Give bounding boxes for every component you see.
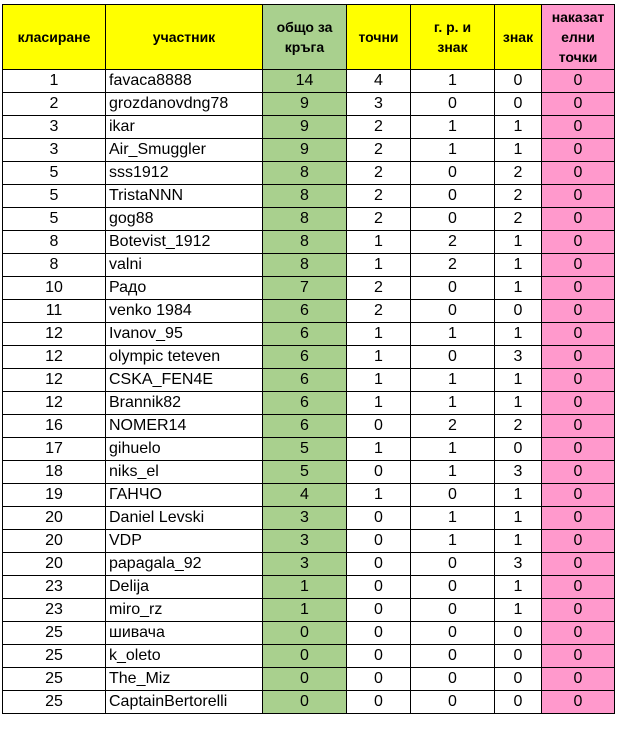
table-row xyxy=(3,438,615,461)
goal-diff-sign-cell: 2 xyxy=(411,415,495,438)
penalty-cell: 0 xyxy=(542,162,615,185)
points-cell: 1 xyxy=(347,484,411,507)
table-row xyxy=(3,599,615,622)
standings-sheet xyxy=(2,4,614,714)
table-row xyxy=(3,254,615,277)
table-row xyxy=(3,139,615,162)
points-cell: 2 xyxy=(347,162,411,185)
goal-diff-sign-cell: 0 xyxy=(411,599,495,622)
rank-cell: 20 xyxy=(3,553,106,576)
penalty-cell: 0 xyxy=(542,392,615,415)
sign-cell: 1 xyxy=(495,507,542,530)
points-cell: 1 xyxy=(347,231,411,254)
sign-cell: 1 xyxy=(495,277,542,300)
participant-cell: CaptainBertorelli xyxy=(106,691,263,714)
sign-cell: 3 xyxy=(495,553,542,576)
sign-cell: 1 xyxy=(495,323,542,346)
table-row xyxy=(3,300,615,323)
goal-diff-sign-cell: 2 xyxy=(411,231,495,254)
sign-cell: 0 xyxy=(495,300,542,323)
goal-diff-sign-cell: 1 xyxy=(411,70,495,93)
participant-cell: TristaNNN xyxy=(106,185,263,208)
table-row xyxy=(3,116,615,139)
penalty-cell: 0 xyxy=(542,622,615,645)
goal-diff-sign-cell: 1 xyxy=(411,369,495,392)
table-row xyxy=(3,415,615,438)
round-total-cell: 0 xyxy=(263,645,347,668)
goal-diff-sign-cell: 0 xyxy=(411,691,495,714)
round-total-cell: 6 xyxy=(263,300,347,323)
goal-diff-sign-cell: 0 xyxy=(411,277,495,300)
penalty-cell: 0 xyxy=(542,93,615,116)
penalty-cell: 0 xyxy=(542,668,615,691)
goal-diff-sign-cell: 1 xyxy=(411,461,495,484)
round-total-cell: 8 xyxy=(263,162,347,185)
header-round-total: общо за кръга xyxy=(263,5,347,70)
participant-cell: ГАНЧО xyxy=(106,484,263,507)
penalty-cell: 0 xyxy=(542,599,615,622)
round-total-cell: 8 xyxy=(263,185,347,208)
goal-diff-sign-cell: 0 xyxy=(411,668,495,691)
round-total-cell: 6 xyxy=(263,392,347,415)
points-cell: 0 xyxy=(347,530,411,553)
sign-cell: 1 xyxy=(495,369,542,392)
points-cell: 0 xyxy=(347,645,411,668)
points-cell: 0 xyxy=(347,461,411,484)
round-total-cell: 3 xyxy=(263,507,347,530)
table-row xyxy=(3,668,615,691)
penalty-cell: 0 xyxy=(542,70,615,93)
participant-cell: Brannik82 xyxy=(106,392,263,415)
participant-cell: k_oleto xyxy=(106,645,263,668)
penalty-cell: 0 xyxy=(542,185,615,208)
participant-cell: Ivanov_95 xyxy=(106,323,263,346)
round-total-cell: 1 xyxy=(263,599,347,622)
goal-diff-sign-cell: 0 xyxy=(411,484,495,507)
rank-cell: 18 xyxy=(3,461,106,484)
round-total-cell: 0 xyxy=(263,622,347,645)
sign-cell: 1 xyxy=(495,254,542,277)
sign-cell: 0 xyxy=(495,438,542,461)
points-cell: 2 xyxy=(347,116,411,139)
penalty-cell: 0 xyxy=(542,369,615,392)
table-row xyxy=(3,576,615,599)
points-cell: 2 xyxy=(347,277,411,300)
round-total-cell: 0 xyxy=(263,691,347,714)
points-cell: 0 xyxy=(347,691,411,714)
sign-cell: 2 xyxy=(495,185,542,208)
table-row xyxy=(3,185,615,208)
rank-cell: 16 xyxy=(3,415,106,438)
penalty-cell: 0 xyxy=(542,300,615,323)
round-total-cell: 9 xyxy=(263,93,347,116)
rank-cell: 20 xyxy=(3,507,106,530)
penalty-cell: 0 xyxy=(542,645,615,668)
participant-cell: gog88 xyxy=(106,208,263,231)
round-total-cell: 5 xyxy=(263,461,347,484)
penalty-cell: 0 xyxy=(542,231,615,254)
rank-cell: 25 xyxy=(3,691,106,714)
penalty-cell: 0 xyxy=(542,139,615,162)
participant-cell: miro_rz xyxy=(106,599,263,622)
participant-cell: шивача xyxy=(106,622,263,645)
round-total-cell: 3 xyxy=(263,553,347,576)
round-total-cell: 7 xyxy=(263,277,347,300)
participant-cell: olympic teteven xyxy=(106,346,263,369)
participant-cell: ikar xyxy=(106,116,263,139)
round-total-cell: 6 xyxy=(263,369,347,392)
rank-cell: 23 xyxy=(3,576,106,599)
rank-cell: 12 xyxy=(3,346,106,369)
penalty-cell: 0 xyxy=(542,691,615,714)
round-total-cell: 8 xyxy=(263,208,347,231)
table-row xyxy=(3,392,615,415)
header-row xyxy=(3,5,615,70)
goal-diff-sign-cell: 0 xyxy=(411,93,495,116)
participant-cell: niks_el xyxy=(106,461,263,484)
header-participant: участник xyxy=(106,5,263,70)
header-sign: знак xyxy=(495,5,542,70)
table-row xyxy=(3,231,615,254)
goal-diff-sign-cell: 0 xyxy=(411,185,495,208)
table-row xyxy=(3,484,615,507)
penalty-cell: 0 xyxy=(542,461,615,484)
participant-cell: papagala_92 xyxy=(106,553,263,576)
table-row xyxy=(3,691,615,714)
table-row xyxy=(3,553,615,576)
goal-diff-sign-cell: 0 xyxy=(411,300,495,323)
round-total-cell: 6 xyxy=(263,323,347,346)
participant-cell: Botevist_1912 xyxy=(106,231,263,254)
penalty-cell: 0 xyxy=(542,484,615,507)
sign-cell: 0 xyxy=(495,645,542,668)
sign-cell: 3 xyxy=(495,346,542,369)
sign-cell: 1 xyxy=(495,139,542,162)
points-cell: 1 xyxy=(347,346,411,369)
rank-cell: 17 xyxy=(3,438,106,461)
points-cell: 1 xyxy=(347,369,411,392)
rank-cell: 19 xyxy=(3,484,106,507)
rank-cell: 10 xyxy=(3,277,106,300)
goal-diff-sign-cell: 1 xyxy=(411,438,495,461)
sign-cell: 0 xyxy=(495,691,542,714)
penalty-cell: 0 xyxy=(542,530,615,553)
table-row xyxy=(3,323,615,346)
goal-diff-sign-cell: 1 xyxy=(411,323,495,346)
points-cell: 2 xyxy=(347,185,411,208)
header-points: точни xyxy=(347,5,411,70)
penalty-cell: 0 xyxy=(542,208,615,231)
participant-cell: grozdanovdng78 xyxy=(106,93,263,116)
participant-cell: The_Miz xyxy=(106,668,263,691)
points-cell: 1 xyxy=(347,323,411,346)
table-row xyxy=(3,461,615,484)
round-total-cell: 14 xyxy=(263,70,347,93)
rank-cell: 1 xyxy=(3,70,106,93)
penalty-cell: 0 xyxy=(542,576,615,599)
penalty-cell: 0 xyxy=(542,553,615,576)
participant-cell: CSKA_FEN4E xyxy=(106,369,263,392)
points-cell: 2 xyxy=(347,300,411,323)
rank-cell: 3 xyxy=(3,139,106,162)
round-total-cell: 6 xyxy=(263,346,347,369)
goal-diff-sign-cell: 0 xyxy=(411,622,495,645)
standings-table xyxy=(2,4,615,714)
round-total-cell: 3 xyxy=(263,530,347,553)
table-row xyxy=(3,93,615,116)
rank-cell: 2 xyxy=(3,93,106,116)
goal-diff-sign-cell: 2 xyxy=(411,254,495,277)
sign-cell: 1 xyxy=(495,231,542,254)
penalty-cell: 0 xyxy=(542,415,615,438)
points-cell: 0 xyxy=(347,553,411,576)
table-row xyxy=(3,369,615,392)
goal-diff-sign-cell: 0 xyxy=(411,576,495,599)
round-total-cell: 4 xyxy=(263,484,347,507)
points-cell: 4 xyxy=(347,70,411,93)
penalty-cell: 0 xyxy=(542,277,615,300)
table-row xyxy=(3,277,615,300)
goal-diff-sign-cell: 1 xyxy=(411,116,495,139)
penalty-cell: 0 xyxy=(542,116,615,139)
penalty-cell: 0 xyxy=(542,438,615,461)
participant-cell: favaca8888 xyxy=(106,70,263,93)
penalty-cell: 0 xyxy=(542,254,615,277)
table-row xyxy=(3,507,615,530)
sign-cell: 0 xyxy=(495,622,542,645)
points-cell: 0 xyxy=(347,576,411,599)
rank-cell: 25 xyxy=(3,645,106,668)
participant-cell: Delija xyxy=(106,576,263,599)
rank-cell: 12 xyxy=(3,323,106,346)
points-cell: 0 xyxy=(347,622,411,645)
table-row xyxy=(3,346,615,369)
penalty-cell: 0 xyxy=(542,507,615,530)
participant-cell: VDP xyxy=(106,530,263,553)
rank-cell: 5 xyxy=(3,162,106,185)
round-total-cell: 9 xyxy=(263,139,347,162)
sign-cell: 1 xyxy=(495,530,542,553)
round-total-cell: 6 xyxy=(263,415,347,438)
participant-cell: valni xyxy=(106,254,263,277)
goal-diff-sign-cell: 1 xyxy=(411,507,495,530)
sign-cell: 2 xyxy=(495,208,542,231)
rank-cell: 25 xyxy=(3,622,106,645)
header-goal-diff-and-sign: г. р. и знак xyxy=(411,5,495,70)
sign-cell: 0 xyxy=(495,93,542,116)
header-penalty-points: наказат елни точки xyxy=(542,5,615,70)
sign-cell: 1 xyxy=(495,116,542,139)
rank-cell: 3 xyxy=(3,116,106,139)
participant-cell: sss1912 xyxy=(106,162,263,185)
participant-cell: Air_Smuggler xyxy=(106,139,263,162)
table-row xyxy=(3,208,615,231)
rank-cell: 20 xyxy=(3,530,106,553)
points-cell: 1 xyxy=(347,392,411,415)
points-cell: 3 xyxy=(347,93,411,116)
points-cell: 2 xyxy=(347,208,411,231)
sign-cell: 1 xyxy=(495,576,542,599)
goal-diff-sign-cell: 0 xyxy=(411,162,495,185)
table-row xyxy=(3,70,615,93)
goal-diff-sign-cell: 0 xyxy=(411,346,495,369)
penalty-cell: 0 xyxy=(542,346,615,369)
points-cell: 1 xyxy=(347,438,411,461)
points-cell: 0 xyxy=(347,599,411,622)
goal-diff-sign-cell: 1 xyxy=(411,530,495,553)
points-cell: 0 xyxy=(347,415,411,438)
sign-cell: 2 xyxy=(495,415,542,438)
sign-cell: 3 xyxy=(495,461,542,484)
participant-cell: venko 1984 xyxy=(106,300,263,323)
table-row xyxy=(3,622,615,645)
round-total-cell: 9 xyxy=(263,116,347,139)
round-total-cell: 8 xyxy=(263,254,347,277)
participant-cell: gihuelo xyxy=(106,438,263,461)
rank-cell: 12 xyxy=(3,392,106,415)
participant-cell: NOMER14 xyxy=(106,415,263,438)
goal-diff-sign-cell: 0 xyxy=(411,553,495,576)
rank-cell: 8 xyxy=(3,231,106,254)
standings-body xyxy=(3,70,615,714)
rank-cell: 12 xyxy=(3,369,106,392)
table-row xyxy=(3,162,615,185)
table-row xyxy=(3,530,615,553)
participant-cell: Радо xyxy=(106,277,263,300)
points-cell: 0 xyxy=(347,507,411,530)
round-total-cell: 1 xyxy=(263,576,347,599)
rank-cell: 11 xyxy=(3,300,106,323)
sign-cell: 1 xyxy=(495,392,542,415)
table-row xyxy=(3,645,615,668)
sign-cell: 1 xyxy=(495,484,542,507)
points-cell: 0 xyxy=(347,668,411,691)
points-cell: 2 xyxy=(347,139,411,162)
rank-cell: 25 xyxy=(3,668,106,691)
rank-cell: 5 xyxy=(3,185,106,208)
points-cell: 1 xyxy=(347,254,411,277)
goal-diff-sign-cell: 0 xyxy=(411,208,495,231)
sign-cell: 0 xyxy=(495,70,542,93)
rank-cell: 23 xyxy=(3,599,106,622)
round-total-cell: 0 xyxy=(263,668,347,691)
goal-diff-sign-cell: 0 xyxy=(411,645,495,668)
round-total-cell: 5 xyxy=(263,438,347,461)
rank-cell: 5 xyxy=(3,208,106,231)
sign-cell: 1 xyxy=(495,599,542,622)
goal-diff-sign-cell: 1 xyxy=(411,392,495,415)
round-total-cell: 8 xyxy=(263,231,347,254)
goal-diff-sign-cell: 1 xyxy=(411,139,495,162)
participant-cell: Daniel Levski xyxy=(106,507,263,530)
header-rank: класиране xyxy=(3,5,106,70)
rank-cell: 8 xyxy=(3,254,106,277)
sign-cell: 0 xyxy=(495,668,542,691)
penalty-cell: 0 xyxy=(542,323,615,346)
sign-cell: 2 xyxy=(495,162,542,185)
